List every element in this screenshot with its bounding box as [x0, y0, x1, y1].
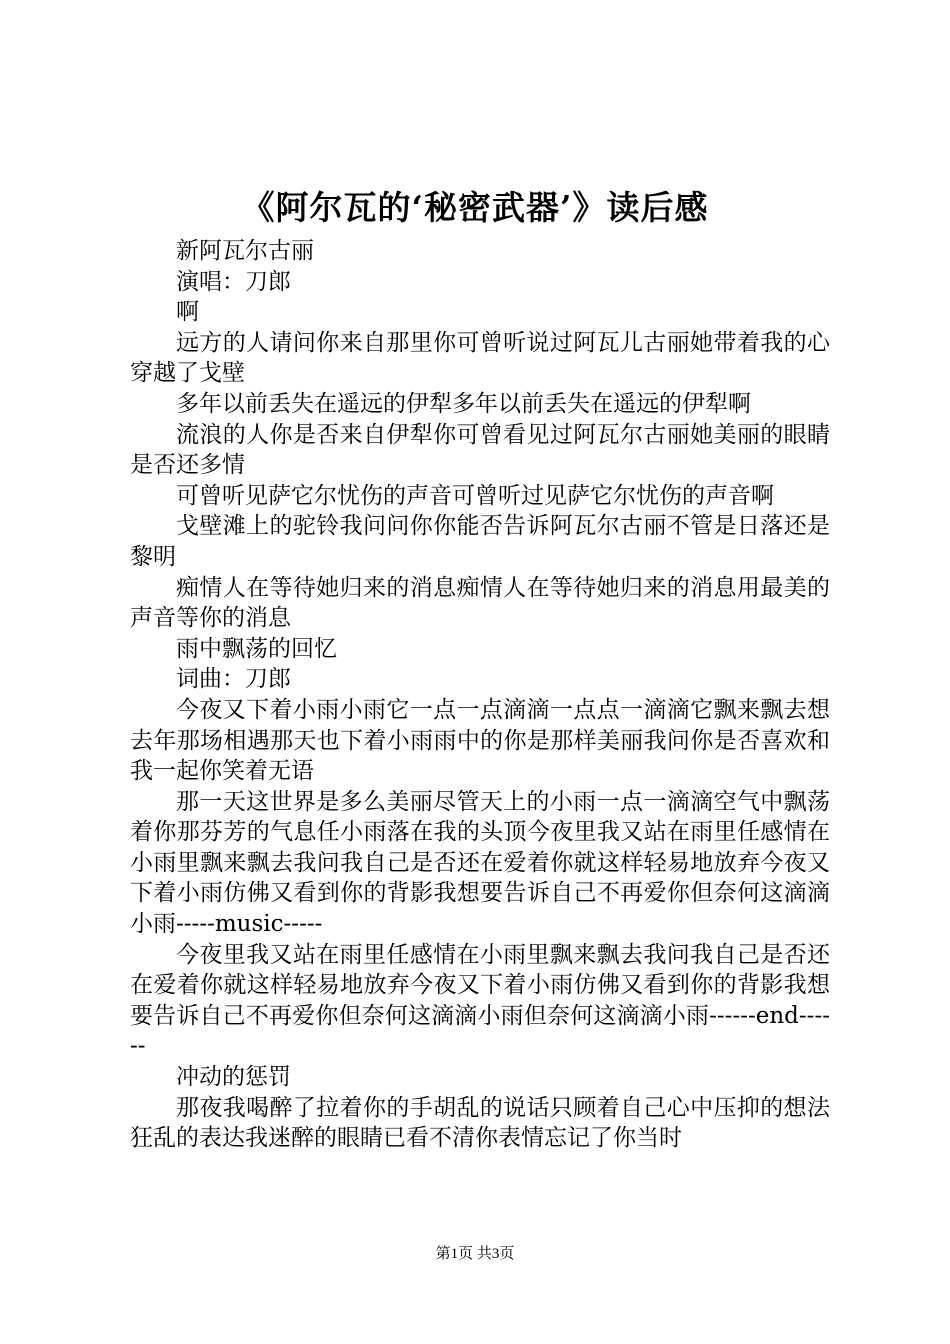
document-body: [130, 236, 830, 1154]
paragraph: 那一天这世界是多么美丽尽管天上的小雨一点一滴滴空气中飘荡着你那芬芳的气息任小雨落在我的头顶今夜里我又站在雨里任感情在小雨里飘来飘去我问我自己是否还在爱着你就这样轻易地放弃今夜又下着小雨仿佛又看到你的背影我想要告诉自己不再爱你但奈何这滴滴小雨-----music-----: [130, 788, 830, 938]
paragraph: 远方的人请问你来自那里你可曾听说过阿瓦儿古丽她带着我的心穿越了戈壁: [130, 329, 830, 387]
paragraph: 今夜里我又站在雨里任感情在小雨里飘来飘去我问我自己是否还在爱着你就这样轻易地放弃今夜又下着小雨仿佛又看到你的背影我想要告诉自己不再爱你但奈何这滴滴小雨但奈何这滴滴小雨------end------: [130, 941, 830, 1060]
paragraph: 戈壁滩上的驼铃我问问你你能否告诉阿瓦尔古丽不管是日落还是黎明: [130, 513, 830, 570]
paragraph: 雨中飘荡的回忆: [176, 635, 337, 662]
paragraph: 词曲：刀郎: [176, 666, 291, 693]
document-title: 《阿尔瓦的‘秘密武器’》读后感: [241, 188, 709, 227]
paragraph: 可曾听见萨它尔忧伤的声音可曾听过见萨它尔忧伤的声音啊: [176, 482, 774, 509]
paragraph: 流浪的人你是否来自伊犁你可曾看见过阿瓦尔古丽她美丽的眼睛是否还多情: [130, 421, 830, 479]
paragraph: 冲动的惩罚: [176, 1064, 291, 1091]
paragraph: 新阿瓦尔古丽: [176, 238, 314, 264]
paragraph: 痴情人在等待她归来的消息痴情人在等待她归来的消息用最美的声音等你的消息: [130, 574, 830, 632]
paragraph: 演唱：刀郎: [176, 268, 291, 295]
paragraph: 啊: [176, 299, 199, 326]
paragraph: 那夜我喝醉了拉着你的手胡乱的说话只顾着自己心中压抑的想法狂乱的表达我迷醉的眼睛已看不清你表情忘记了你当时: [130, 1094, 830, 1152]
paragraph: 多年以前丢失在遥远的伊犁多年以前丢失在遥远的伊犁啊: [176, 390, 751, 417]
page-footer: [0, 1244, 950, 1264]
page-number: 第1页 共3页: [435, 1246, 515, 1262]
paragraph: 今夜又下着小雨小雨它一点一点滴滴一点点一滴滴它飘来飘去想去年那场相遇那天也下着小雨雨中的你是那样美丽我问你是否喜欢和我一起你笑着无语: [130, 696, 830, 785]
